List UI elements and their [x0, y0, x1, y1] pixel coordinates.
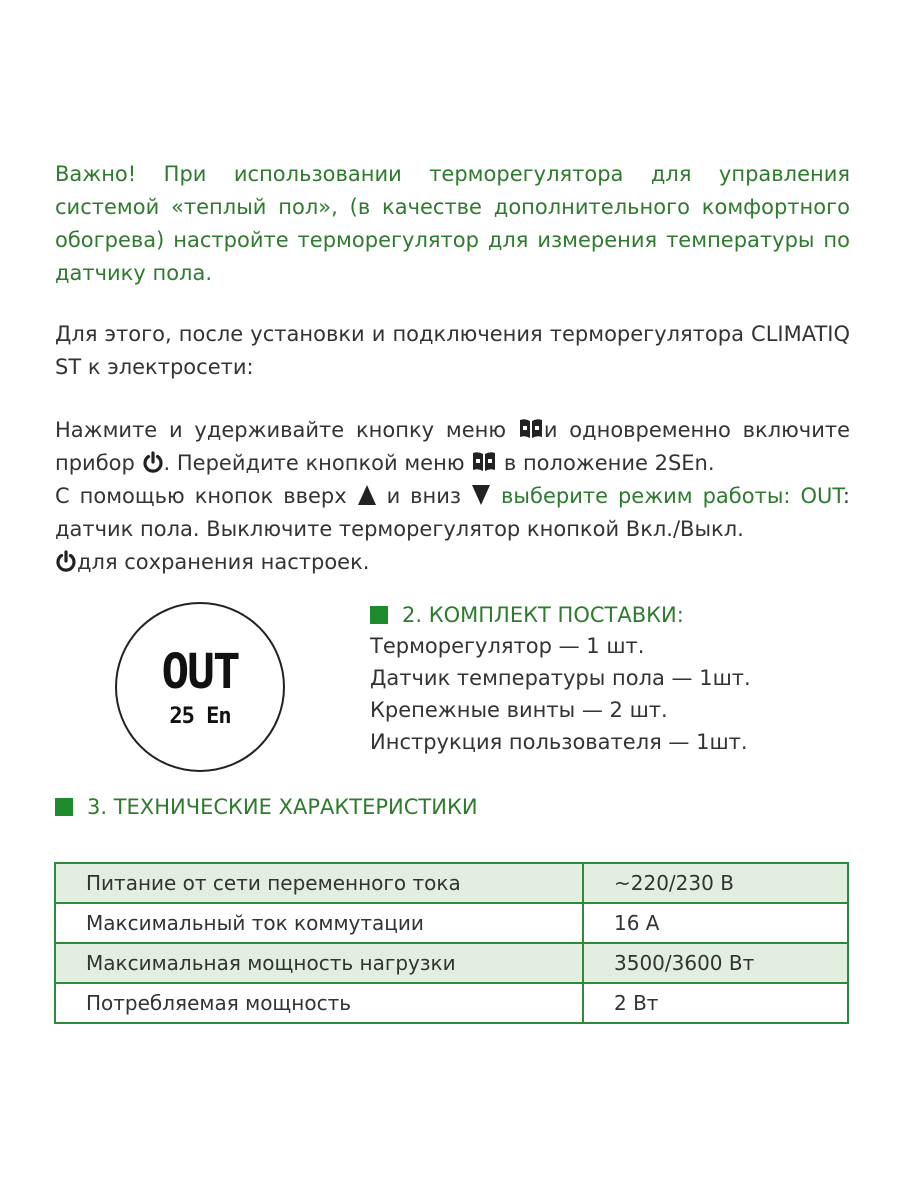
display-sub-text: 25 En — [169, 704, 231, 729]
instr-part-6: и вниз — [386, 484, 462, 508]
kit-item: Крепежные винты — 2 шт. — [370, 698, 668, 722]
power-icon — [55, 550, 77, 572]
instr-part-2: и одновременно включите прибор — [55, 418, 851, 475]
kit-title — [370, 600, 830, 630]
arrow-up-icon — [357, 484, 377, 506]
table-row — [55, 983, 848, 1023]
thermostat-display — [115, 602, 285, 772]
intro-text: Для этого, после установки и подключения терморегулятора CLIMATIQ ST к электросети: — [55, 322, 850, 379]
tech-title-text: 3. ТЕХНИЧЕСКИЕ ХАРАКТЕРИСТИКИ — [87, 795, 478, 819]
menu-book-icon — [518, 418, 544, 440]
kit-section — [370, 600, 830, 758]
arrow-down-icon — [471, 484, 491, 506]
kit-item: Инструкция пользователя — 1шт. — [370, 730, 748, 754]
instr-part-7: выберите режим работы: — [501, 484, 791, 508]
kit-item: Терморегулятор — 1 шт. — [370, 634, 645, 658]
tech-title — [55, 792, 478, 822]
kit-title-text: 2. КОМПЛЕКТ ПОСТАВКИ: — [402, 603, 684, 627]
table-row — [55, 943, 848, 983]
spec-param: Максимальный ток коммутации — [55, 903, 583, 943]
table-row — [55, 863, 848, 903]
instr-part-8: OUT — [800, 484, 843, 508]
spec-value: 16 А — [583, 903, 848, 943]
instr-part-1: Нажмите и удерживайте кнопку меню — [55, 418, 507, 442]
important-note: Важно! При использовании терморегулятора для управления системой «теплый пол», (в качестве дополнительного комфортного обогрева) настройте терморегулятор для измерения температуры по датчику пола. — [55, 162, 850, 285]
section-square-icon — [370, 606, 388, 624]
kit-item: Датчик температуры пола — 1шт. — [370, 666, 751, 690]
instr-part-3: . Перейдите кнопкой меню — [163, 451, 465, 475]
instr-part-9: : датчик пола. Выключите терморегулятор кнопкой Вкл./Выкл. — [55, 484, 850, 541]
spec-param: Питание от сети переменного тока — [55, 863, 583, 903]
spec-value: ~220/230 В — [583, 863, 848, 903]
specs-table — [54, 862, 849, 1024]
instr-part-5: С помощью кнопок вверх — [55, 484, 347, 508]
section-square-icon — [55, 798, 73, 816]
spec-param: Максимальная мощность нагрузки — [55, 943, 583, 983]
spec-value: 3500/3600 Вт — [583, 943, 848, 983]
instructions — [55, 414, 850, 579]
instr-part-4: в положение 2SEn. — [503, 451, 715, 475]
table-row — [55, 903, 848, 943]
spec-param: Потребляемая мощность — [55, 983, 583, 1023]
menu-book-icon — [471, 451, 497, 473]
display-main-text: OUT — [161, 642, 239, 700]
instr-part-10: для сохранения настроек. — [77, 550, 370, 574]
power-icon — [142, 451, 164, 473]
spec-value: 2 Вт — [583, 983, 848, 1023]
